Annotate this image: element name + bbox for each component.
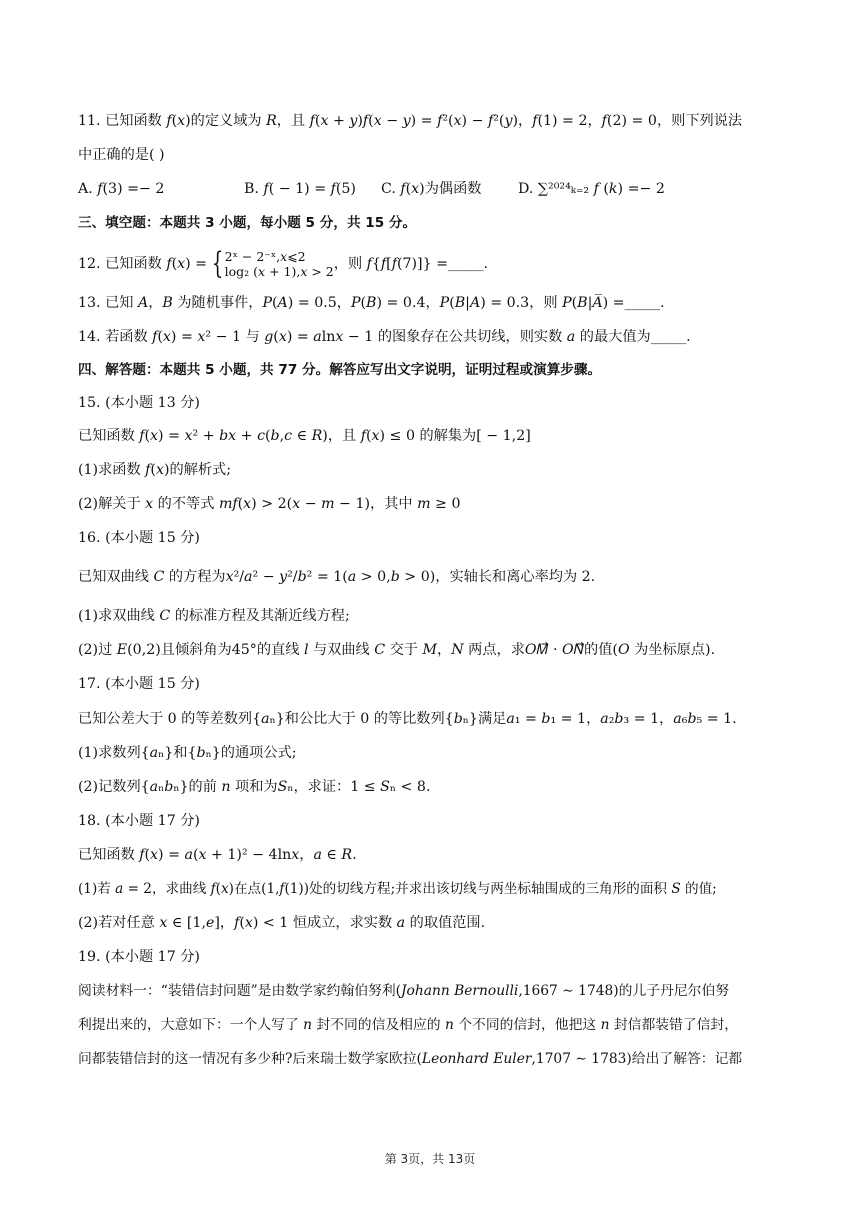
q18-part1: (1)若 𝑎 = 2，求曲线 𝑓(𝑥)在点(1,𝑓(1))处的切线方程;并求出该切线与两坐标轴围成的三角形的面积 𝑆 的值; — [78, 881, 717, 897]
q12-suffix: ，则 𝑓{𝑓[𝑓(7)]} =_____. — [333, 256, 488, 272]
q12-piecewise — [225, 249, 334, 279]
q16-heading: 16. (本小题 15 分) — [78, 530, 200, 546]
q16-part1: (1)求双曲线 𝐶 的标准方程及其渐近线方程; — [78, 608, 350, 624]
q11-stem-line2: 中正确的是( ) — [78, 147, 165, 163]
page-number-footer: 第 3页，共 13页 — [384, 1152, 476, 1166]
q11-option-c: C. 𝑓(𝑥)为偶函数 — [381, 181, 482, 197]
q19-line1: 阅读材料一：“装错信封问题”是由数学家约翰伯努利(𝐽𝑜ℎ𝑎𝑛𝑛 𝐵𝑒𝑟𝑛𝑜𝑢𝑙𝑙𝑖,1667 ∼ 1748)的儿子丹尼尔伯努 — [78, 983, 730, 999]
q18-stem: 已知函数 𝑓(𝑥) = 𝑎(𝑥 + 1)² − 4ln𝑥，𝑎 ∈ 𝑅. — [78, 847, 357, 863]
q12-case-2: log₂ (𝑥 + 1),𝑥 > 2 — [224, 264, 334, 279]
q18-part2: (2)若对任意 𝑥 ∈ [1,𝑒]，𝑓(𝑥) < 1 恒成立，求实数 𝑎 的取值范围. — [78, 915, 486, 931]
q14: 14. 若函数 𝑓(𝑥) = 𝑥² − 1 与 𝑔(𝑥) = 𝑎ln𝑥 − 1 的图象存在公共切线，则实数 𝑎 的最大值为_____. — [78, 329, 691, 345]
left-brace-icon: { — [211, 246, 223, 281]
q11-option-a: A. 𝑓(3) =− 2 — [78, 181, 165, 197]
q15-stem: 已知函数 𝑓(𝑥) = 𝑥² + 𝑏𝑥 + 𝑐(𝑏,𝑐 ∈ 𝑅)，且 𝑓(𝑥) ≤ 0 的解集为[ − 1,2] — [78, 428, 531, 444]
q19-heading: 19. (本小题 17 分) — [78, 949, 200, 965]
q17-part1: (1)求数列{𝑎ₙ}和{𝑏ₙ}的通项公式; — [78, 745, 297, 761]
q15-part1: (1)求函数 𝑓(𝑥)的解析式; — [78, 462, 232, 478]
q17-heading: 17. (本小题 15 分) — [78, 676, 200, 692]
q16-part2: (2)过 𝐸(0,2)且倾斜角为45°的直线 𝑙 与双曲线 𝐶 交于 𝑀，𝑁 两点，求𝑂𝑀⃗ · 𝑂𝑁⃗的值(𝑂 为坐标原点). — [78, 642, 716, 658]
q12-prefix: 12. 已知函数 𝑓(𝑥) = — [78, 256, 212, 272]
q17-stem: 已知公差大于 0 的等差数列{𝑎ₙ}和公比大于 0 的等比数列{𝑏ₙ}满足𝑎₁ = 𝑏₁ = 1，𝑎₂𝑏₃ = 1，𝑎₆𝑏₅ = 1. — [78, 711, 737, 727]
q17-part2: (2)记数列{𝑎ₙ𝑏ₙ}的前 𝑛 项和为𝑆ₙ，求证：1 ≤ 𝑆ₙ < 8. — [78, 779, 431, 795]
q12-case-1: 2ˣ − 2⁻ˣ,𝑥⩽2 — [224, 249, 306, 264]
q11-option-d: D. ∑²⁰²⁴ₖ₌₂ 𝑓 (𝑘) =− 2 — [518, 181, 665, 197]
q13: 13. 已知 𝐴，𝐵 为随机事件，𝑃(𝐴) = 0.5，𝑃(𝐵) = 0.4，𝑃(𝐵|𝐴) = 0.3，则 𝑃(𝐵|𝐴̅) =_____. — [78, 295, 665, 311]
q11-stem-line1: 11. 已知函数 𝑓(𝑥)的定义域为 𝑅，且 𝑓(𝑥 + 𝑦)𝑓(𝑥 − 𝑦) = 𝑓²(𝑥) − 𝑓²(𝑦)，𝑓(1) = 2，𝑓(2) = 0，则下列说法 — [78, 113, 743, 129]
q16-stem: 已知双曲线 𝐶 的方程为𝑥²/𝑎² − 𝑦²/𝑏² = 1(𝑎 > 0,𝑏 > 0)，实轴长和离心率均为 2. — [78, 569, 596, 585]
q18-heading: 18. (本小题 17 分) — [78, 813, 200, 829]
q11-option-b: B. 𝑓( − 1) = 𝑓(5) — [244, 181, 356, 197]
q15-part2: (2)解关于 𝑥 的不等式 𝑚𝑓(𝑥) > 2(𝑥 − 𝑚 − 1)，其中 𝑚 ≥ 0 — [78, 496, 461, 512]
q12 — [78, 244, 800, 284]
q15-heading: 15. (本小题 13 分) — [78, 395, 200, 411]
q19-line2: 利提出来的，大意如下：一个人写了 𝑛 封不同的信及相应的 𝑛 个不同的信封，他把这 𝑛 封信都装错了信封， — [78, 1017, 739, 1033]
q19-line3: 问都装错信封的这一情况有多少种?后来瑞士数学家欧拉(𝐿𝑒𝑜𝑛ℎ𝑎𝑟𝑑 𝐸𝑢𝑙𝑒𝑟,1707 ∼ 1783)给出了解答：记都 — [78, 1051, 743, 1067]
section-3-heading: 三、填空题：本题共 3 小题，每小题 5 分，共 15 分。 — [78, 215, 417, 231]
section-4-heading: 四、解答题：本题共 5 小题，共 77 分。解答应写出文字说明，证明过程或演算步骤。 — [78, 362, 602, 378]
